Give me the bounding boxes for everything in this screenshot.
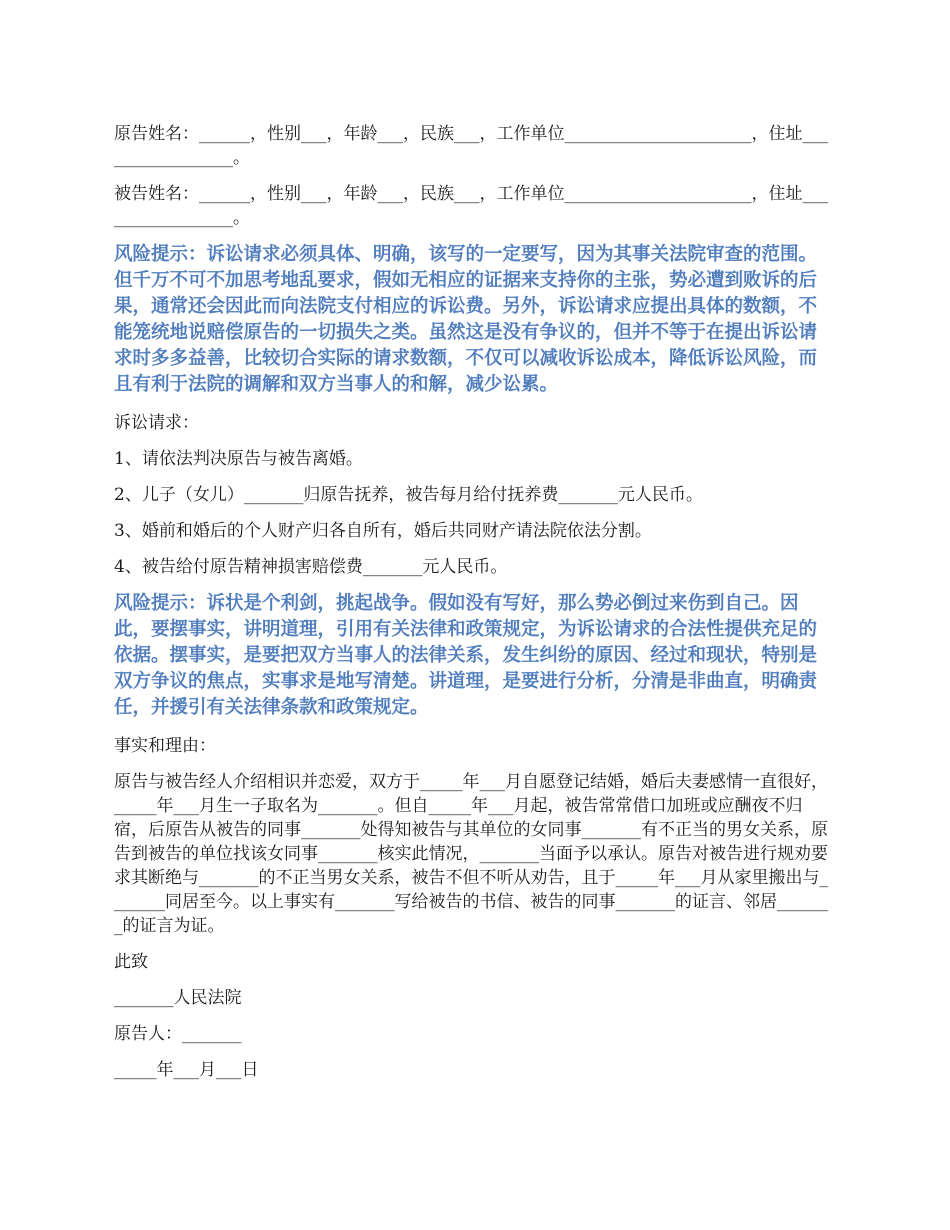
document-date: _____年___月___日 — [114, 1060, 259, 1080]
claim-item-3: 3、婚前和婚后的个人财产归各自所有，婚后共同财产请法院依法分割。 — [114, 521, 652, 541]
risk-note-claims: 风险提示：诉讼请求必须具体、明确，该写的一定要写，因为其事关法院审查的范围。但千万不可不加思考地乱要求，假如无相应的证据来支持你的主张，势必遭到败诉的后果，通常还会因此而向法院支付相应的诉讼费。另外，诉讼请求应提出具体的数额，不能笼统地说赔偿原告的一切损失之类。虽然这是没有争议的，但并不等于在提出诉讼请求时多多益善，比较切合实际的请求数额，不仅可以减收诉讼成本，降低诉讼风险，而且有利于法院的调解和双方当事人的和解，减少讼累。 — [114, 244, 818, 395]
claims-heading: 诉讼请求： — [114, 413, 199, 433]
risk-note-facts: 风险提示：诉状是个利剑，挑起战争。假如没有写好，那么势必倒过来伤到自己。因此，要摆事实，讲明道理，引用有关法律和政策规定，为诉讼请求的合法性提供充足的依据。摆事实，是要把双方当事人的法律关系，发生纠纷的原因、经过和现状，特别是双方争议的焦点，实事求是地写清楚。讲道理，是要进行分析，分清是非曲直，明确责任，并援引有关法律条款和政策规定。 — [114, 593, 818, 718]
claim-item-2: 2、儿子（女儿）_______归原告抚养，被告每月给付抚养费_______元人民币。 — [114, 485, 703, 505]
plaintiff-info: 原告姓名：______，性别___，年龄___，民族___，工作单位______________________，住址_________________。 — [114, 124, 828, 168]
claim-item-1: 1、请依法判决原告与被告离婚。 — [114, 449, 363, 469]
facts-heading: 事实和理由： — [114, 736, 216, 756]
closing-salutation: 此致 — [114, 952, 148, 972]
defendant-info: 被告姓名：______，性别___，年龄___，民族___，工作单位______________________，住址_________________。 — [114, 184, 828, 228]
complaint-document — [114, 122, 834, 1094]
facts-body: 原告与被告经人介绍相识并恋爱，双方于_____年___月自愿登记结婚，婚后夫妻感情一直很好，_____年___月生一子取名为_______。但自_____年___月起，被告常常借口加班或应酬夜不归宿，后原告从被告的同事_______处得知被告与其单位的女同事_______有不正当的男女关系，原告到被告的单位找该女同事_______核实此情况，_______当面予以承认。原告对被告进行规劝要求其断绝与_______的不正当男女关系，被告不但不听从劝告，且于_____年___月从家里搬出与_______同居至今。以上事实有_______写给被告的书信、被告的同事_______的证言、邻居_______的证言为证。 — [114, 772, 828, 936]
court-name: _______人民法院 — [114, 988, 242, 1008]
claim-item-4: 4、被告给付原告精神损害赔偿费_______元人民币。 — [114, 557, 508, 577]
plaintiff-signature: 原告人：_______ — [114, 1024, 242, 1044]
